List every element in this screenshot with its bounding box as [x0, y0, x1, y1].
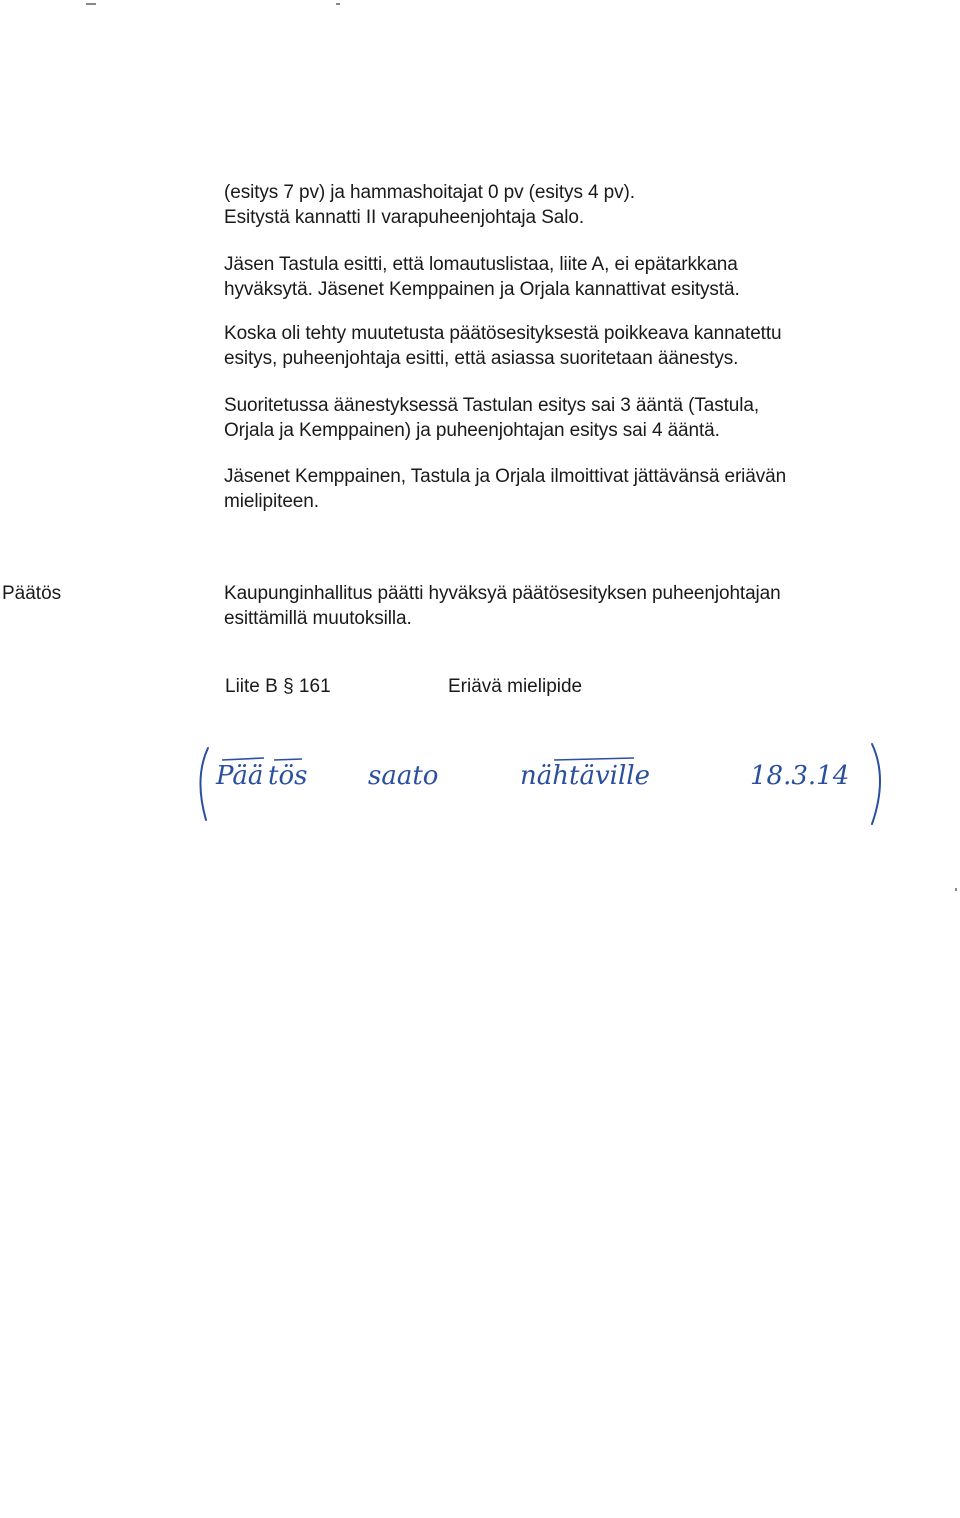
scan-speck	[955, 888, 957, 891]
paragraph-vote-motion	[224, 321, 864, 371]
attachment-title: Eriävä mielipide	[448, 676, 583, 697]
svg-text:nähtäville: nähtäville	[520, 761, 650, 791]
text-line: hyväksytä. Jäsenet Kemppainen ja Orjala kannattivat esitystä.	[224, 279, 740, 300]
attachment-ref: Liite B § 161	[225, 676, 331, 697]
text-line: Suoritetussa äänestyksessä Tastulan esitys sai 3 ääntä (Tastula,	[224, 395, 760, 416]
text-line: Esitystä kannatti II varapuheenjohtaja Salo.	[224, 207, 584, 228]
text-line: Orjala ja Kemppainen) ja puheenjohtajan esitys sai 4 ääntä.	[224, 420, 720, 441]
handwritten-note	[190, 738, 910, 828]
text-line: Jäsenet Kemppainen, Tastula ja Orjala ilmoittivat jättävänsä eriävän	[224, 466, 787, 487]
svg-text:18.3.14: 18.3.14	[750, 761, 850, 791]
svg-text:Pää: Pää	[216, 761, 264, 791]
text-line: Jäsen Tastula esitti, että lomautuslistaa, liite A, ei epätarkkana	[224, 254, 738, 275]
text-line: Koska oli tehty muutetusta päätösesityksestä poikkeava kannatettu	[224, 323, 782, 344]
text-line: (esitys 7 pv) ja hammashoitajat 0 pv (esitys 4 pv).	[224, 182, 635, 203]
text-line: Kaupunginhallitus päätti hyväksyä päätösesityksen puheenjohtajan	[224, 583, 781, 604]
text-line: mielipiteen.	[224, 491, 319, 512]
paragraph-vote-result	[224, 393, 864, 443]
paragraph-tastula-proposal	[224, 252, 864, 302]
decision-text	[224, 581, 864, 631]
scan-speck	[336, 3, 340, 5]
scan-speck	[86, 3, 96, 5]
text-line: esitys, puheenjohtaja esitti, että asiassa suoritetaan äänestys.	[224, 348, 739, 369]
handwritten-note-drawing	[190, 738, 910, 828]
paragraph-proposal-tail	[224, 180, 864, 230]
svg-text:saato: saato	[368, 761, 439, 791]
paragraph-dissent	[224, 464, 864, 514]
decision-label: Päätös	[2, 583, 62, 604]
text-line: esittämillä muutoksilla.	[224, 608, 412, 629]
svg-text:tös: tös	[268, 761, 308, 791]
